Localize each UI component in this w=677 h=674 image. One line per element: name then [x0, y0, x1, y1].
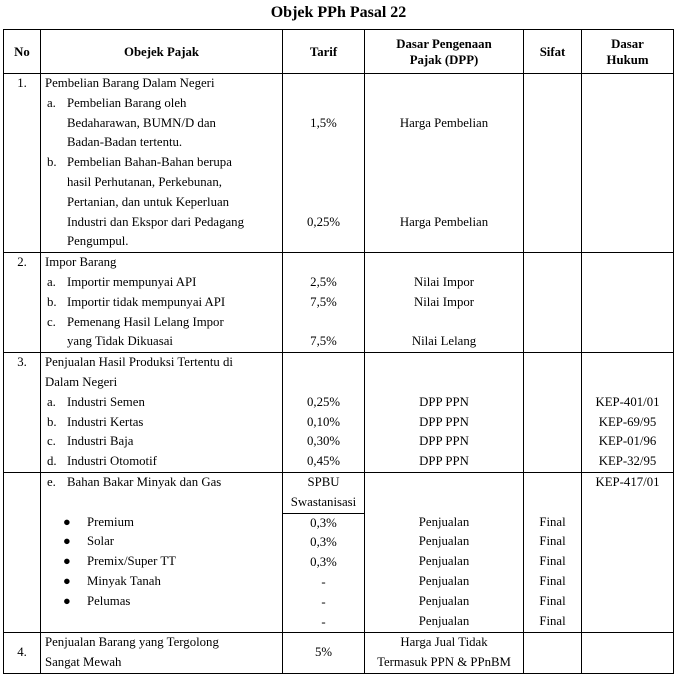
- row1-dpp-a: Harga Pembelian: [399, 115, 489, 130]
- row3-d-text: Industri Otomotif: [67, 454, 157, 469]
- pph-22-table: [3, 29, 674, 674]
- row3e-marker: e.: [47, 474, 56, 489]
- row3-hukum-d: KEP-32/95: [598, 454, 657, 469]
- row2-sifat-cell: [524, 253, 582, 353]
- row3e-sifat-cell: [524, 472, 582, 632]
- bullet-icon: ●: [63, 534, 71, 549]
- row3e-tarif-0: 0,3%: [310, 515, 337, 530]
- row4-lead-line2: Sangat Mewah: [45, 655, 122, 670]
- row4-no: 4.: [17, 645, 27, 660]
- row2-a-marker: a.: [47, 274, 56, 289]
- bullet-icon: ●: [63, 554, 71, 569]
- bullet-icon: ●: [63, 593, 71, 608]
- row1-a-line3: Badan-Badan tertentu.: [67, 135, 183, 150]
- row2-b-text: Importir tidak mempunyai API: [67, 294, 226, 309]
- row1-tarif-cell: [283, 74, 365, 253]
- row3e-hukum: KEP-417/01: [595, 474, 660, 489]
- row3-d-marker: d.: [47, 454, 57, 469]
- row3-b-marker: b.: [47, 414, 57, 429]
- row2-no: 2.: [17, 255, 27, 270]
- row4-lead-line1: Penjualan Barang yang Tergolong: [45, 635, 219, 650]
- row4-obejek-cell: [41, 633, 283, 674]
- row3-tarif-a: 0,25%: [306, 394, 341, 409]
- table-row-4: [4, 633, 674, 674]
- row3e-tarif-3: -: [321, 574, 326, 589]
- row3e-item-premix: Premix/Super TT: [87, 554, 176, 569]
- row3e-hukum-cell: [582, 472, 674, 632]
- header-hukum-line2: Hukum: [606, 52, 649, 67]
- row2-tarif-a: 2,5%: [310, 274, 337, 289]
- row3-b-text: Industri Kertas: [67, 414, 144, 429]
- row1-no: 1.: [17, 76, 27, 90]
- bullet-icon: ●: [63, 514, 71, 529]
- row3-obejek-cell: [41, 353, 283, 473]
- row2-tarif-cell: [283, 253, 365, 353]
- row1-lead: Pembelian Barang Dalam Negeri: [45, 76, 215, 90]
- row3-sifat-cell: [524, 353, 582, 473]
- page-title: Objek PPh Pasal 22: [270, 4, 407, 21]
- row3e-dpp-2: Penjualan: [418, 554, 470, 569]
- row3e-dpp-4: Penjualan: [418, 593, 470, 608]
- table-row-1: [4, 74, 674, 253]
- header-hukum-line1: Dasar: [611, 36, 644, 51]
- row3-tarif-c: 0,30%: [306, 434, 341, 449]
- row2-c-line2: yang Tidak Dikuasai: [67, 334, 173, 349]
- row2-obejek-cell: [41, 253, 283, 353]
- row3-hukum-cell: [582, 353, 674, 473]
- table-row-2: [4, 253, 674, 353]
- row3e-no-cell: [4, 472, 41, 632]
- header-dpp: [365, 30, 524, 74]
- row3-lead-line1: Penjualan Hasil Produksi Tertentu di: [45, 355, 233, 370]
- bullet-icon: ●: [63, 573, 71, 588]
- row3e-sifat-4: Final: [539, 593, 566, 608]
- row3e-sifat-5: Final: [539, 613, 566, 628]
- row3e-tarif-1: 0,3%: [310, 535, 337, 550]
- row1-a-line1: Pembelian Barang oleh: [67, 95, 187, 110]
- row1-sifat-cell: [524, 74, 582, 253]
- row3-tarif-cell: [283, 353, 365, 473]
- row3e-tarif-head-1: SPBU: [307, 474, 340, 489]
- row3-lead-line2: Dalam Negeri: [45, 374, 118, 389]
- row3-c-text: Industri Baja: [67, 434, 134, 449]
- row2-a-text: Importir mempunyai API: [67, 274, 197, 289]
- header-dpp-line2: Pajak (DPP): [409, 52, 479, 67]
- row3-dpp-c: DPP PPN: [419, 434, 469, 449]
- row4-hukum-cell: [582, 633, 674, 674]
- row3e-tarif-4: -: [321, 594, 326, 609]
- row2-c-line1: Pemenang Hasil Lelang Impor: [67, 314, 224, 329]
- row3e-item-premium: Premium: [87, 514, 134, 529]
- row3e-item-solar: Solar: [87, 534, 115, 549]
- row1-tarif-b: 0,25%: [306, 214, 341, 229]
- header-no: No: [4, 30, 41, 74]
- row3e-dpp-3: Penjualan: [418, 573, 470, 588]
- row3-no: 3.: [17, 355, 27, 370]
- row1-dpp-cell: [365, 74, 524, 253]
- row1-dpp-b: Harga Pembelian: [399, 214, 489, 229]
- row4-tarif-cell: [283, 633, 365, 674]
- row2-lead: Impor Barang: [45, 255, 117, 270]
- row1-hukum-cell: [582, 74, 674, 253]
- row1-b-line4: Industri dan Ekspor dari Pedagang: [67, 214, 244, 229]
- row3-dpp-cell: [365, 353, 524, 473]
- row3e-dpp-cell: [365, 472, 524, 632]
- row3-a-marker: a.: [47, 394, 56, 409]
- row3e-tarif-cell: [283, 472, 365, 632]
- row1-tarif-a: 1,5%: [310, 115, 337, 130]
- row3e-tarif-head-2: Swastanisasi: [290, 494, 357, 509]
- row3e-tarif-header: [283, 473, 364, 514]
- row1-b-line1: Pembelian Bahan-Bahan berupa: [67, 155, 232, 170]
- row1-b-line5: Pengumpul.: [67, 234, 129, 249]
- row2-dpp-b: Nilai Impor: [413, 294, 475, 309]
- row2-dpp-c: Nilai Lelang: [411, 334, 477, 349]
- row2-c-marker: c.: [47, 314, 56, 329]
- row3e-sifat-2: Final: [539, 554, 566, 569]
- row2-dpp-cell: [365, 253, 524, 353]
- row1-b-line2: hasil Perhutanan, Perkebunan,: [67, 174, 222, 189]
- row4-sifat-cell: [524, 633, 582, 674]
- header-sifat: Sifat: [524, 30, 582, 74]
- row3-c-marker: c.: [47, 434, 56, 449]
- table-row-3: [4, 353, 674, 473]
- row3-no-cell: [4, 353, 41, 473]
- row3-dpp-b: DPP PPN: [419, 414, 469, 429]
- row1-no-cell: [4, 74, 41, 253]
- row3e-dpp-5: Penjualan: [418, 613, 470, 628]
- row4-dpp-line1: Harga Jual Tidak: [400, 635, 488, 650]
- row3e-tarif-5: -: [321, 614, 326, 629]
- row3-hukum-c: KEP-01/96: [598, 434, 657, 449]
- row2-tarif-c: 7,5%: [310, 334, 337, 349]
- row3-dpp-a: DPP PPN: [419, 394, 469, 409]
- row1-b-marker: b.: [47, 155, 57, 170]
- row4-dpp-line2: Termasuk PPN & PPnBM: [377, 655, 511, 670]
- row3-hukum-a: KEP-401/01: [595, 394, 660, 409]
- row3-tarif-d: 0,45%: [306, 454, 341, 469]
- row4-no-cell: [4, 633, 41, 674]
- row2-dpp-a: Nilai Impor: [413, 274, 475, 289]
- row3-tarif-b: 0,10%: [306, 414, 341, 429]
- header-obejek: Obejek Pajak: [41, 30, 283, 74]
- header-dpp-line1: Dasar Pengenaan: [396, 36, 492, 51]
- row4-tarif: 5%: [314, 645, 333, 660]
- row1-a-marker: a.: [47, 95, 56, 110]
- row3e-dpp-0: Penjualan: [418, 514, 470, 529]
- row3e-text: Bahan Bakar Minyak dan Gas: [67, 474, 222, 489]
- row2-no-cell: [4, 253, 41, 353]
- row3e-item-pelumas: Pelumas: [87, 593, 131, 608]
- header-tarif: Tarif: [283, 30, 365, 74]
- row2-b-marker: b.: [47, 294, 57, 309]
- row3e-tarif-2: 0,3%: [310, 555, 337, 570]
- header-hukum: [582, 30, 674, 74]
- header-row: [4, 30, 674, 74]
- row4-dpp-cell: [365, 633, 524, 674]
- table-row-3e: [4, 472, 674, 632]
- row3e-sifat-3: Final: [539, 573, 566, 588]
- row1-b-line3: Pertanian, dan untuk Keperluan: [67, 194, 230, 209]
- row3-hukum-b: KEP-69/95: [598, 414, 657, 429]
- row3-a-text: Industri Semen: [67, 394, 145, 409]
- row3e-item-minyak-tanah: Minyak Tanah: [87, 573, 161, 588]
- row2-tarif-b: 7,5%: [310, 294, 337, 309]
- row1-obejek-cell: [41, 74, 283, 253]
- row3e-sifat-0: Final: [539, 514, 566, 529]
- row3-dpp-d: DPP PPN: [419, 454, 469, 469]
- row2-hukum-cell: [582, 253, 674, 353]
- row3e-sifat-1: Final: [539, 534, 566, 549]
- row1-a-line2: Bedaharawan, BUMN/D dan: [67, 115, 216, 130]
- row3e-dpp-1: Penjualan: [418, 534, 470, 549]
- row3e-obejek-cell: [41, 472, 283, 632]
